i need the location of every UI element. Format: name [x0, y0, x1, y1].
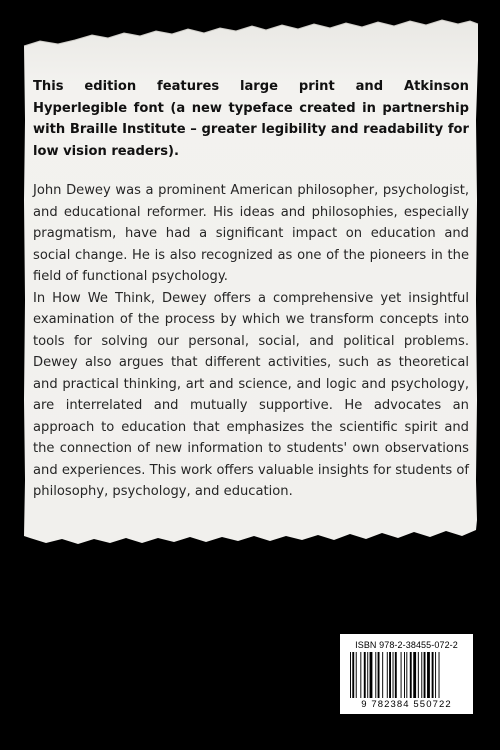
isbn-barcode-box [340, 634, 473, 714]
isbn-label: ISBN 978-2-38455-072-2 [355, 640, 458, 650]
author-paragraph: John Dewey was a prominent American philosopher, psychologist, and educational reformer. His ideas and philosophies, especially pragmatism, have had a significant impact on education and social change. He is also recognized as one of the pioneers in the field of functional psychology. [33, 183, 469, 284]
book-description-paragraph: In How We Think, Dewey offers a comprehensive yet insightful examination of the process by which we transform concepts into tools for solving our personal, social, and political problems. Dewey also argues that different activities, such as theoretical and practical thinking, art and science, and logic and psychology, are interrelated and mutually supportive. He advocates an approach to education that emphasizes the scientific spirit and the connection of new information to students' own observations and experiences. This work offers valuable insights for students of philosophy, psychology, and education. [33, 290, 469, 499]
barcode-digits: 9 782384 550722 [361, 699, 452, 710]
barcode-icon [348, 652, 468, 702]
back-cover-text [33, 76, 469, 503]
edition-note: This edition features large print and Atkinson Hyperlegible font (a new typeface created in partnership with Braille Institute – greater legibility and readability for low vision readers). [33, 79, 469, 159]
